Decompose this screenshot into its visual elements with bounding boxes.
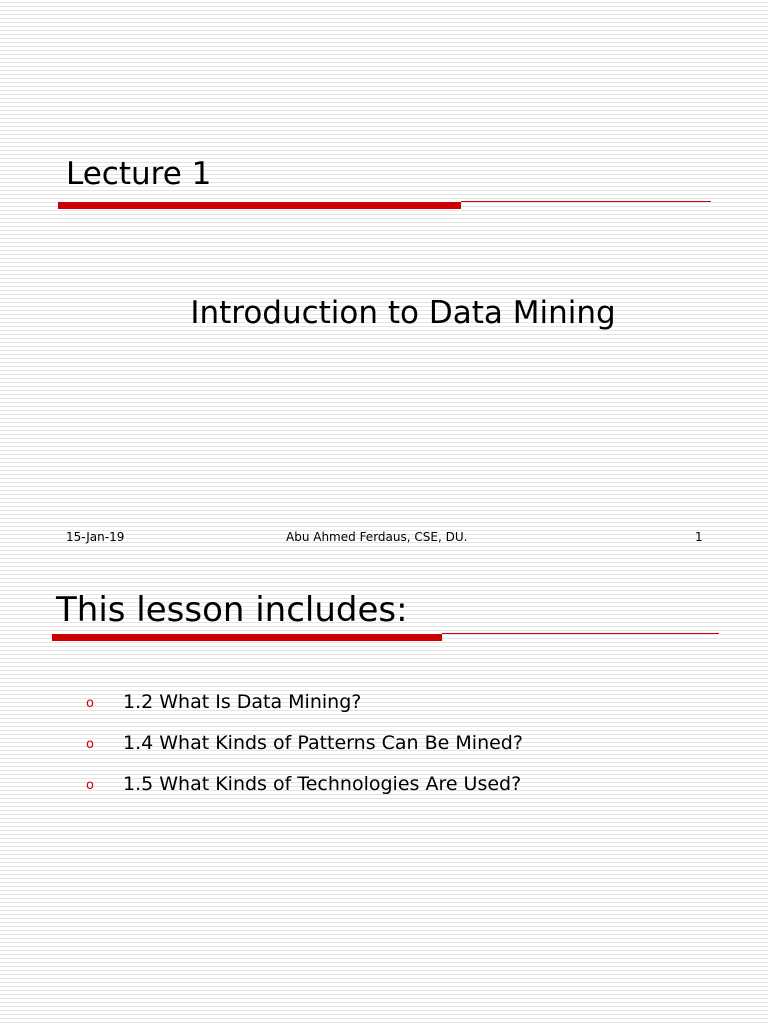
bullet-text: 1.5 What Kinds of Technologies Are Used? — [123, 773, 522, 795]
footer-page-number: 1 — [695, 530, 703, 544]
bullet-circle-icon: o — [86, 696, 94, 711]
title-underline-thick — [52, 634, 442, 641]
bullet-text: 1.4 What Kinds of Patterns Can Be Mined? — [123, 732, 523, 754]
bullet-list — [0, 690, 700, 813]
bullet-text: 1.2 What Is Data Mining? — [123, 691, 362, 713]
slide-title: Lecture 1 — [66, 156, 212, 192]
footer-author: Abu Ahmed Ferdaus, CSE, DU. — [286, 530, 468, 544]
title-underline-thin — [442, 633, 719, 634]
title-underline-thin — [461, 201, 711, 202]
bullet-circle-icon: o — [86, 778, 94, 793]
slide-subtitle: Introduction to Data Mining — [190, 295, 616, 331]
bullet-item — [0, 772, 700, 813]
slide-title: This lesson includes: — [56, 590, 408, 630]
bullet-circle-icon: o — [86, 737, 94, 752]
bullet-item — [0, 690, 700, 731]
bullet-item — [0, 731, 700, 772]
slide-lesson-contents — [0, 560, 768, 1024]
title-underline-thick — [58, 202, 461, 209]
footer-date: 15-Jan-19 — [66, 530, 125, 544]
